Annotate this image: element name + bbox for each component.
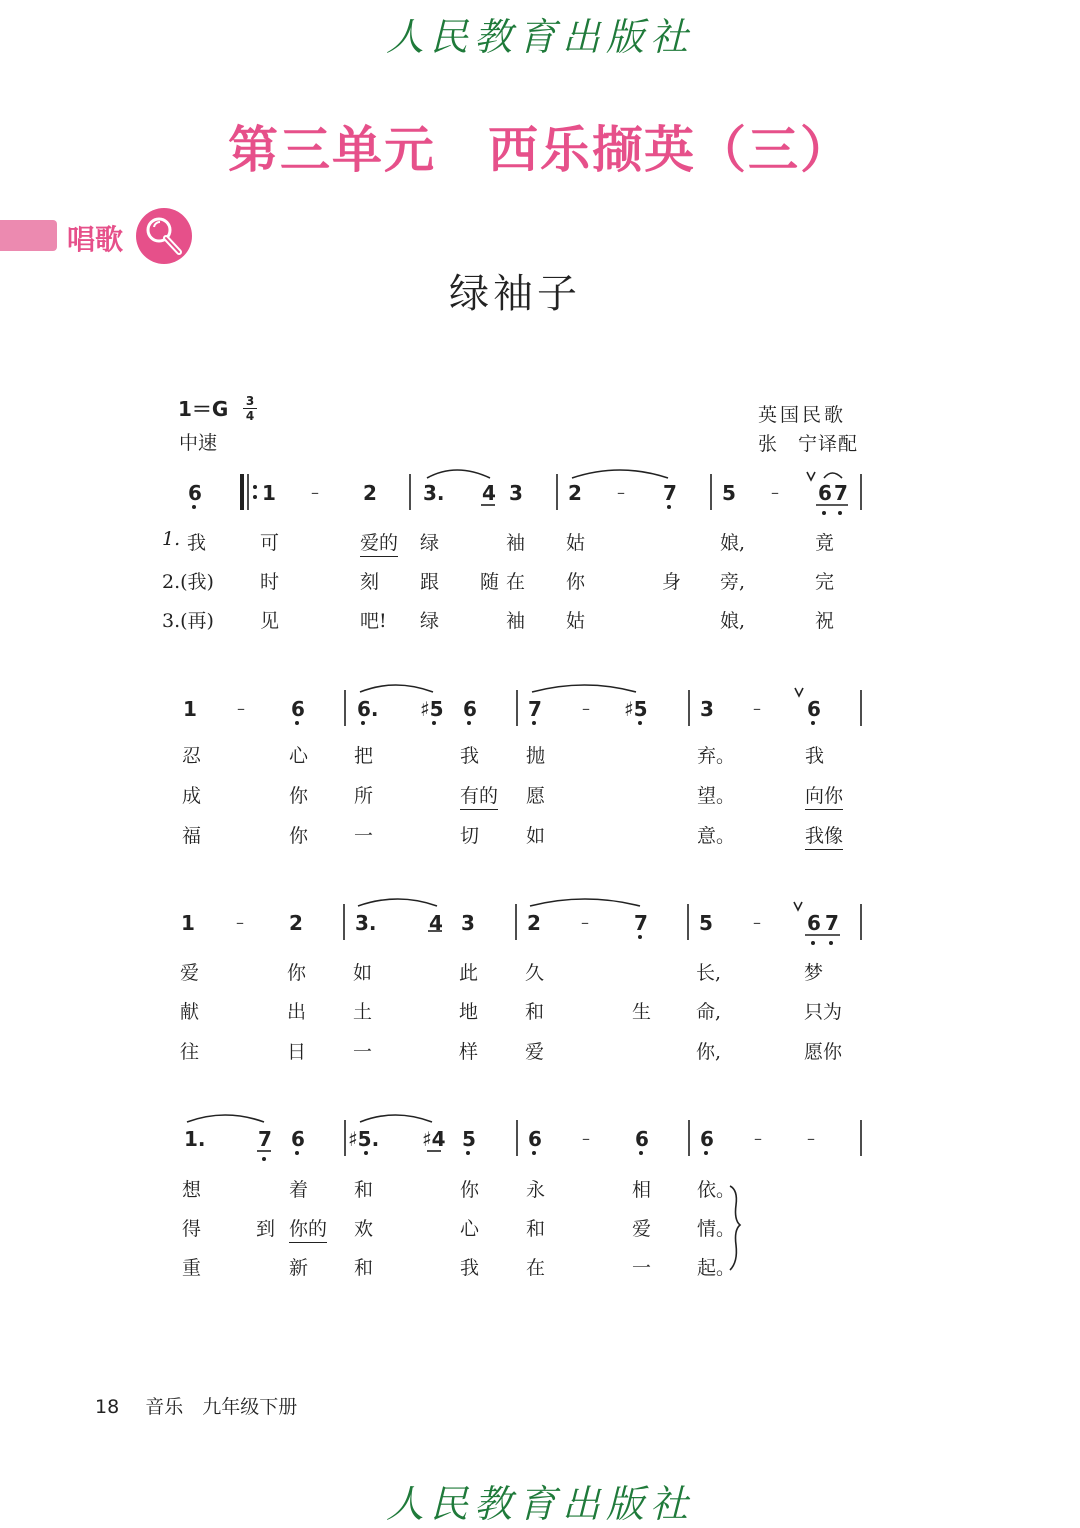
tempo-marking: 中速 bbox=[179, 432, 218, 454]
verse-number: 1. bbox=[162, 528, 181, 550]
lyric: 在 bbox=[506, 571, 526, 593]
breath-mark bbox=[795, 688, 803, 696]
lower-octave-dot bbox=[838, 511, 842, 515]
lower-octave-dot bbox=[262, 1157, 266, 1161]
lower-octave-dot bbox=[192, 505, 196, 509]
tie-arc bbox=[824, 473, 842, 478]
lyric: 和 bbox=[525, 1001, 545, 1023]
hold-dash: – bbox=[754, 1129, 762, 1148]
lyric: 往 bbox=[180, 1041, 200, 1063]
hold-dash: – bbox=[582, 1129, 590, 1148]
lyric: 你 bbox=[287, 962, 307, 984]
lyric: 切 bbox=[460, 825, 480, 847]
time-signature-bottom: 4 bbox=[245, 409, 255, 423]
tie-arc bbox=[427, 470, 490, 478]
lyric: 和 bbox=[526, 1218, 546, 1240]
publisher-logo-bottom: 人民教育出版社 bbox=[385, 1482, 694, 1526]
lyric: 如 bbox=[526, 825, 546, 847]
note: 7 bbox=[258, 1127, 272, 1151]
hold-dash: – bbox=[236, 913, 244, 932]
lyric: 娘, bbox=[720, 610, 746, 632]
lyric: 长, bbox=[696, 962, 722, 984]
lyric: 久 bbox=[525, 962, 545, 984]
lyric: 竟 bbox=[815, 532, 835, 554]
lyric: 你 bbox=[289, 825, 309, 847]
lower-octave-dot bbox=[467, 721, 471, 725]
lyric: 爱 bbox=[525, 1041, 545, 1063]
tie-arc bbox=[572, 470, 668, 478]
tie-arc bbox=[358, 899, 437, 906]
note: 6 bbox=[188, 481, 202, 505]
note: 7 bbox=[528, 697, 542, 721]
lyrics-brace bbox=[730, 1186, 740, 1270]
lower-octave-dot bbox=[638, 721, 642, 725]
lyric: 绿 bbox=[420, 532, 440, 554]
lyric: 你, bbox=[696, 1041, 722, 1063]
lyric: 成 bbox=[182, 785, 202, 807]
lyric: 起。 bbox=[697, 1257, 736, 1279]
lyric: 可 bbox=[260, 532, 280, 554]
lyric: 和 bbox=[354, 1257, 374, 1279]
lyric: 出 bbox=[287, 1001, 307, 1023]
lyric: 心 bbox=[289, 745, 309, 767]
breath-mark bbox=[794, 902, 802, 910]
note: 4 bbox=[482, 481, 496, 505]
lyric: 所 bbox=[354, 785, 374, 807]
lyric: 样 bbox=[459, 1041, 479, 1063]
lyric: 福 bbox=[182, 825, 202, 847]
lyric: 娘, bbox=[720, 532, 746, 554]
note: ♯5 bbox=[624, 697, 648, 721]
note: 3 bbox=[509, 481, 523, 505]
lyric: 你 bbox=[460, 1179, 480, 1201]
hold-dash: – bbox=[311, 483, 319, 502]
hold-dash: – bbox=[807, 1129, 815, 1148]
lower-octave-dot bbox=[638, 935, 642, 939]
lyric: 姑 bbox=[566, 610, 586, 632]
lyric: 我 bbox=[187, 532, 207, 554]
lyric: 只为 bbox=[804, 1001, 843, 1023]
lower-octave-dot bbox=[432, 721, 436, 725]
hold-dash: – bbox=[753, 699, 761, 718]
note: 2 bbox=[568, 481, 582, 505]
lower-octave-dot bbox=[532, 1151, 536, 1155]
note: 1 bbox=[183, 697, 197, 721]
lyric: 爱 bbox=[180, 962, 200, 984]
lyric: 日 bbox=[287, 1041, 307, 1063]
lyric: 爱 bbox=[632, 1218, 652, 1240]
lyric: 愿你 bbox=[804, 1041, 843, 1063]
lyric: 如 bbox=[353, 962, 373, 984]
lyric: 地 bbox=[459, 1001, 479, 1023]
lower-octave-dot bbox=[295, 721, 299, 725]
lyric: 到 bbox=[256, 1218, 276, 1240]
note: 6 bbox=[291, 1127, 305, 1151]
lyric: 我 bbox=[460, 745, 480, 767]
note: 5 bbox=[462, 1127, 476, 1151]
lyric: 爱的 bbox=[360, 528, 398, 557]
lyric: 跟 bbox=[420, 571, 440, 593]
note: 6 bbox=[700, 1127, 714, 1151]
lyric: 情。 bbox=[697, 1218, 736, 1240]
lyric: 想 bbox=[182, 1179, 202, 1201]
lyric: 吧! bbox=[360, 610, 387, 632]
lyric: 刻 bbox=[360, 571, 380, 593]
lyric: 得 bbox=[182, 1218, 202, 1240]
lyric: 你 bbox=[289, 785, 309, 807]
section-label: 唱歌 bbox=[67, 223, 124, 256]
time-signature-top: 3 bbox=[245, 394, 255, 408]
note: 6 bbox=[807, 911, 821, 935]
lyric: 生 bbox=[632, 1001, 652, 1023]
lyric: 我 bbox=[460, 1257, 480, 1279]
note: 6 bbox=[818, 481, 832, 505]
song-title: 绿袖子 bbox=[449, 271, 581, 317]
note: 7 bbox=[825, 911, 839, 935]
note: 3. bbox=[423, 481, 445, 505]
lyric: 见 bbox=[260, 610, 280, 632]
lyric: 愿 bbox=[526, 785, 546, 807]
lyric: 祝 bbox=[815, 610, 835, 632]
note: 4 bbox=[429, 911, 443, 935]
lyric: 袖 bbox=[506, 610, 526, 632]
note: 6 bbox=[528, 1127, 542, 1151]
tie-arc bbox=[530, 899, 640, 906]
lyric: 重 bbox=[182, 1257, 202, 1279]
lyric: 献 bbox=[180, 1001, 200, 1023]
lyric: 我像 bbox=[805, 821, 843, 850]
lyric: 依。 bbox=[697, 1179, 736, 1201]
lower-octave-dot bbox=[364, 1151, 368, 1155]
tie-arc bbox=[360, 685, 433, 692]
lyric: 欢 bbox=[354, 1218, 374, 1240]
tie-arc bbox=[187, 1115, 264, 1122]
lyric: 土 bbox=[353, 1001, 373, 1023]
note: 3 bbox=[700, 697, 714, 721]
hold-dash: – bbox=[753, 913, 761, 932]
lyric: 旁, bbox=[720, 571, 746, 593]
lyric: 绿 bbox=[420, 610, 440, 632]
lyric: 我 bbox=[805, 745, 825, 767]
song-translator: 张 宁译配 bbox=[758, 433, 859, 455]
note: 6. bbox=[357, 697, 379, 721]
lower-octave-dot bbox=[466, 1151, 470, 1155]
note: ♯4 bbox=[422, 1127, 446, 1151]
lyric: 着 bbox=[289, 1179, 309, 1201]
lower-octave-dot bbox=[829, 941, 833, 945]
note: 2 bbox=[527, 911, 541, 935]
hold-dash: – bbox=[237, 699, 245, 718]
lower-octave-dot bbox=[532, 721, 536, 725]
lower-octave-dot bbox=[704, 1151, 708, 1155]
note: 5 bbox=[699, 911, 713, 935]
lyric: 袖 bbox=[506, 532, 526, 554]
lyric: 命, bbox=[696, 1001, 722, 1023]
lyric: 此 bbox=[459, 962, 479, 984]
lower-octave-dot bbox=[295, 1151, 299, 1155]
lyric: 忍 bbox=[182, 745, 202, 767]
lyric: 你 bbox=[566, 571, 586, 593]
lyric: 永 bbox=[526, 1179, 546, 1201]
hold-dash: – bbox=[581, 913, 589, 932]
lyric: 完 bbox=[815, 571, 835, 593]
lyric: 相 bbox=[632, 1179, 652, 1201]
lyric: 新 bbox=[289, 1257, 309, 1279]
note: 2 bbox=[289, 911, 303, 935]
page-footer bbox=[95, 1392, 297, 1419]
note: 1. bbox=[184, 1127, 206, 1151]
lower-octave-dot bbox=[639, 1151, 643, 1155]
lyric: 和 bbox=[354, 1179, 374, 1201]
page-number: 18 bbox=[95, 1396, 120, 1418]
note: ♯5. bbox=[348, 1127, 380, 1151]
note: 6 bbox=[635, 1127, 649, 1151]
note: 6 bbox=[291, 697, 305, 721]
note: 1 bbox=[181, 911, 195, 935]
hold-dash: – bbox=[771, 483, 779, 502]
note: 5 bbox=[722, 481, 736, 505]
lyric: 心 bbox=[460, 1218, 480, 1240]
lyric: 望。 bbox=[697, 785, 736, 807]
book-title: 音乐 九年级下册 bbox=[145, 1396, 298, 1418]
note: 3 bbox=[461, 911, 475, 935]
lyric: 把 bbox=[354, 745, 374, 767]
lyric: 弃。 bbox=[697, 745, 736, 767]
note: 7 bbox=[663, 481, 677, 505]
lyric: 身 bbox=[662, 571, 682, 593]
lyric: 时 bbox=[260, 571, 280, 593]
lyric: 姑 bbox=[566, 532, 586, 554]
note: 1 bbox=[262, 481, 276, 505]
lower-octave-dot bbox=[667, 505, 671, 509]
lower-octave-dot bbox=[361, 721, 365, 725]
hold-dash: – bbox=[582, 699, 590, 718]
tie-arc bbox=[532, 685, 636, 692]
lower-octave-dot bbox=[822, 511, 826, 515]
note: 6 bbox=[463, 697, 477, 721]
verse-number: 2.(我) bbox=[162, 571, 214, 593]
note: 2 bbox=[363, 481, 377, 505]
note: 6 bbox=[807, 697, 821, 721]
lyric: 抛 bbox=[526, 745, 546, 767]
repeat-dot bbox=[253, 485, 257, 489]
note: 7 bbox=[634, 911, 648, 935]
lyric: 一 bbox=[353, 1041, 373, 1063]
lyric: 向你 bbox=[805, 781, 843, 810]
publisher-logo-top: 人民教育出版社 bbox=[385, 15, 694, 59]
lyric: 一 bbox=[354, 825, 374, 847]
note: 3. bbox=[355, 911, 377, 935]
key-signature: 1＝G bbox=[178, 397, 229, 421]
tie-arc bbox=[360, 1115, 432, 1122]
unit-title: 第三单元 西乐撷英（三） bbox=[228, 121, 852, 179]
lyric: 在 bbox=[526, 1257, 546, 1279]
hold-dash: – bbox=[617, 483, 625, 502]
lyric: 一 bbox=[632, 1257, 652, 1279]
lyric: 你的 bbox=[289, 1214, 327, 1243]
lyric: 有的 bbox=[460, 781, 498, 810]
verse-number: 3.(再) bbox=[162, 610, 214, 632]
breath-mark bbox=[807, 472, 815, 480]
song-origin: 英国民歌 bbox=[758, 404, 847, 426]
lower-octave-dot bbox=[811, 941, 815, 945]
note: 7 bbox=[834, 481, 848, 505]
lower-octave-dot bbox=[811, 721, 815, 725]
lyric: 随 bbox=[480, 571, 500, 593]
note: ♯5 bbox=[420, 697, 444, 721]
repeat-dot bbox=[253, 495, 257, 499]
lyric: 梦 bbox=[804, 962, 824, 984]
lyric: 意。 bbox=[697, 825, 736, 847]
